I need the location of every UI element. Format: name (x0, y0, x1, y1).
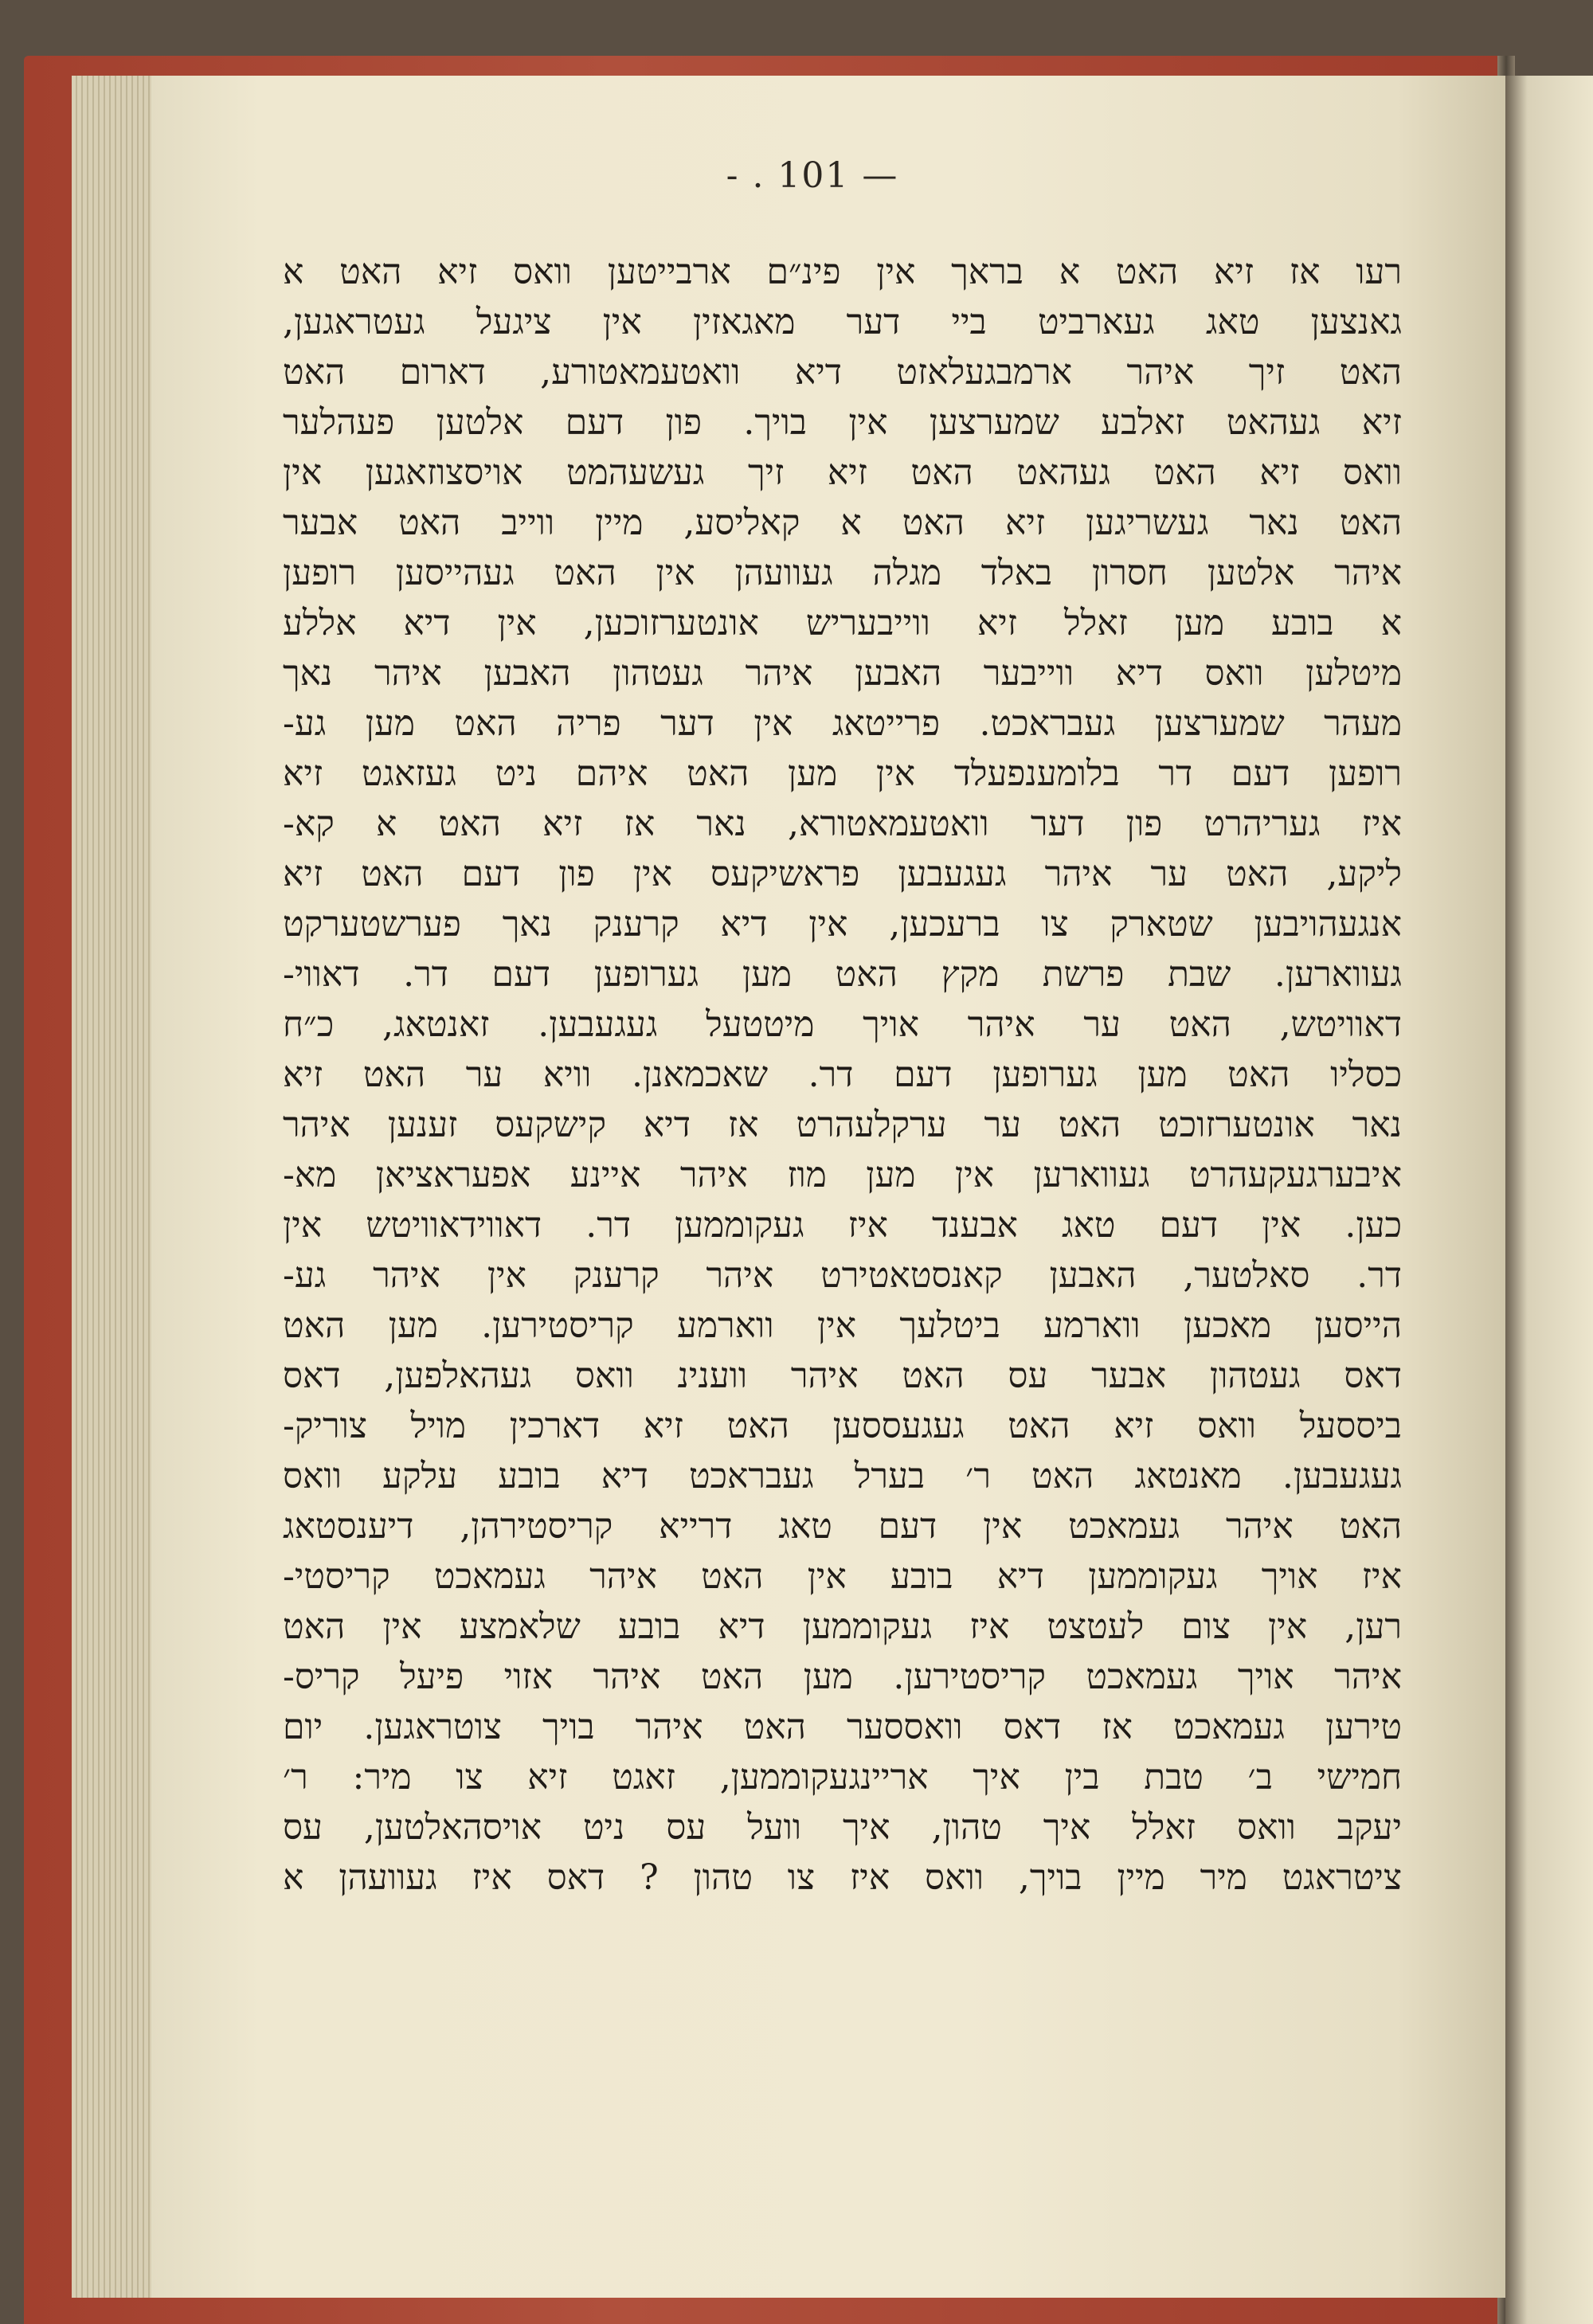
text-line: זיא געהאט זאלבע שמערצען אין בויך. פון דעם אלטען פעהלער (283, 402, 1402, 443)
text-line: האט זיך איהר ארמבגעלאזט דיא וואטעמאטורע, דארום האט (283, 352, 1402, 393)
text-line: רען, אין צום לעטצט איז געקוממען דיא בובע שלאמצע אין האט (283, 1606, 1402, 1647)
text-line: מיטלען וואס דיא ווייבער האבען איהר געטהון האבען איהר נאך (283, 653, 1402, 694)
text-line: יעקב וואס זאלל איך טהון, איך וועל עס ניט אויסהאלטען, עס (283, 1807, 1402, 1848)
text-line: געווארען. שבת פרשת מקץ האט מען גערופען דעם דר. דאווי- (283, 954, 1402, 995)
text-line: כסליו האט מען גערופען דעם דר. שאכמאנן. וויא ער האט זיא (283, 1054, 1402, 1095)
text-line: ציטראגט מיר מיין בויך, וואס איז צו טהון ? דאס איז געוועהן א (283, 1857, 1402, 1898)
page-number: - . 101 — (726, 155, 899, 196)
text-line: איהר אויך געמאכט קריסטירען. מען האט איהר אזוי פיעל קריס- (283, 1657, 1402, 1697)
text-line: מעהר שמערצען געבראכט. פרייטאג אין דער פריה האט מען גע- (283, 703, 1402, 744)
text-line: רופען דעם דר בלומענפעלד אין מען האט איהם ניט געזאגט זיא (283, 753, 1402, 794)
text-line: טירען געמאכט אז דאס וואססער האט איהר בויך צוטראגען. יום (283, 1707, 1402, 1747)
text-line: ביססעל וואס זיא האט געגעססען האט זיא דארכין מויל צוריק- (283, 1406, 1402, 1446)
text-line: כען. אין דעם טאג אבענד איז געקוממען דר. דאווידאוויטש אין (283, 1205, 1402, 1246)
text-line: חמישי ב׳ טבת בין איך אריינגעקוממען, זאגט זיא צו מיר: ר׳ (283, 1757, 1402, 1798)
text-line: איז געריהרט פון דער וואטעמאטורא, נאר אז זיא האט א קא- (283, 804, 1402, 844)
text-line: אנגעהויבען שטארק צו ברעכען, אין דיא קרענק נאך פערשטערקט (283, 904, 1402, 945)
text-line: דר. סאלטער, האבען קאנסטאטירט איהר קרענק אין איהר גע- (283, 1255, 1402, 1296)
text-line: געגעבען. מאנטאג האט ר׳ בערל געבראכט דיא בובע עלקע וואס (283, 1456, 1402, 1497)
text-line: ליקע, האט ער איהר געגעבען פראשיקעס אין פון דעם האט זיא (283, 854, 1402, 894)
page-text (283, 247, 1402, 1903)
text-line: איהר אלטען חסרון באלד מגלה געוועהן אין האט געהייסען רופען (283, 553, 1402, 593)
text-line: האט איהר געמאכט אין דעם טאג דרייא קריסטירהן, דיענסטאג (283, 1506, 1402, 1547)
text-line: דאוויטש, האט ער איהר אויך מיטטעל געגעבען. זאנטאג, כ״ח (283, 1004, 1402, 1045)
text-line: דאס געטהון אבער עס האט איהר ווענינ וואס געהאלפען, דאס (283, 1356, 1402, 1396)
text-line: רעו אז זיא האט א בראך אין פינ״ם ארבייטען וואס זיא האט א (283, 252, 1402, 292)
text-line: נאר אונטערזוכט האט ער ערקלעהרט אז דיא קישקעס זענען איהר (283, 1105, 1402, 1145)
text-line: הייסען מאכען ווארמע ביטלעך אין ווארמע קריסטירען. מען האט (283, 1305, 1402, 1346)
text-line: איז אויך געקוממען דיא בובע אין האט איהר געמאכט קריסטי- (283, 1556, 1402, 1597)
next-page-edge (1505, 76, 1593, 2324)
text-line: וואס זיא האט געהאט האט זיא זיך געשעהמט אויסצוזאגען אין (283, 452, 1402, 493)
text-line: א בובע מען זאלל זיא ווייבעריש אונטערזוכען, אין דיא אללע (283, 603, 1402, 644)
text-line: גאנצען טאג געארביט ביי דער מאגאזין אין ציגעל געטראגען, (283, 302, 1402, 342)
text-line: האט נאר געשריגען זיא האט א קאליסע, מיין ווייב האט אבער (283, 503, 1402, 543)
text-line: איבערגעקעהרט געווארען אין מען מוז איהר איינע אפעראציאן מא- (283, 1155, 1402, 1195)
